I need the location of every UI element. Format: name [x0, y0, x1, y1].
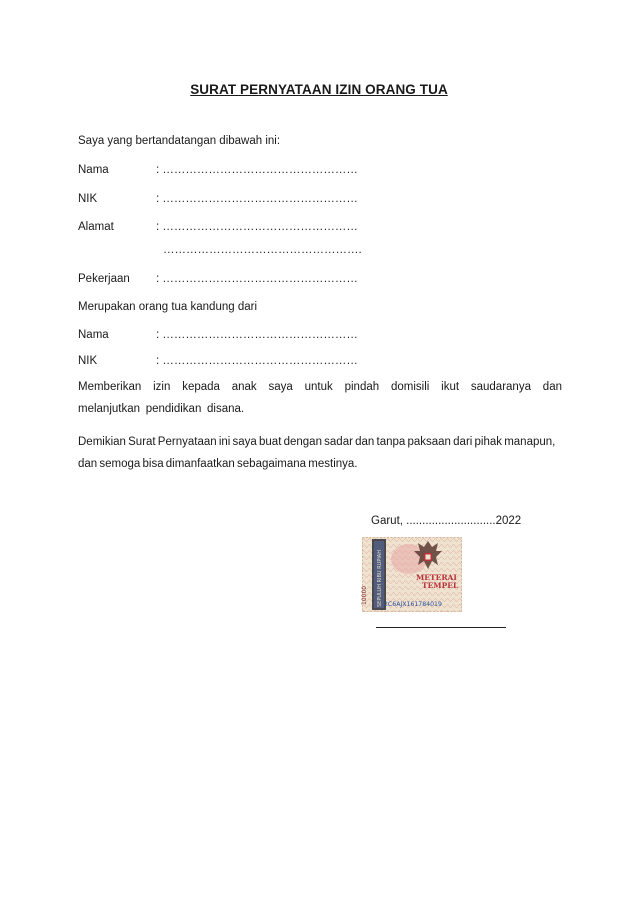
field-row-child-name [78, 329, 358, 341]
document-title: SURAT PERNYATAAN IZIN ORANG TUA [190, 82, 448, 97]
meterai-stamp-image [362, 537, 462, 612]
signature-line [376, 627, 506, 628]
field-dots: : …………………………………………… [156, 273, 358, 285]
field-dots: ……………………………………………. [163, 244, 362, 256]
stamp-vertical-text: SEPULUH RIBU RUPIAH [377, 550, 383, 607]
relation-text: Merupakan orang tua kandung dari [78, 301, 258, 313]
field-row-occupation [78, 273, 358, 285]
stamp-denomination: 10000 [361, 585, 368, 605]
field-label: Alamat [78, 221, 114, 233]
field-row-nik [78, 193, 358, 205]
field-label: NIK [78, 355, 98, 367]
place-date: Garut, ............................2022 [371, 515, 522, 527]
field-label: Pekerjaan [78, 273, 130, 285]
statement-paragraph: Memberikan izin kepada anak saya untuk pindah domisili ikut saudaranya dan melanjutkan pendidikan disana. [78, 381, 562, 415]
field-row-address-continued [163, 244, 362, 256]
field-row-address [78, 221, 358, 233]
field-dots: : …………………………………………… [156, 355, 358, 367]
stamp-serial: 2C6AJX161784019 [384, 601, 442, 608]
field-label: Nama [78, 329, 109, 341]
field-dots: : …………………………………………… [156, 193, 358, 205]
closing-paragraph: Demikian Surat Pernyataan ini saya buat dengan sadar dan tanpa paksaan dari pihak manapun, dan semoga bisa dimanfaatkan sebagaimana mestinya. [78, 436, 556, 470]
field-dots: : …………………………………………… [156, 329, 358, 341]
field-row-name [78, 164, 358, 176]
field-dots: : …………………………………………… [156, 221, 358, 233]
field-row-child-nik [78, 355, 358, 367]
intro-text: Saya yang bertandatangan dibawah ini: [78, 135, 281, 147]
stamp-text-meterai: METERAI [416, 573, 457, 582]
field-label: NIK [78, 193, 98, 205]
field-dots: : …………………………………………… [156, 164, 358, 176]
field-label: Nama [78, 164, 109, 176]
stamp-text-tempel: TEMPEL [422, 581, 459, 590]
